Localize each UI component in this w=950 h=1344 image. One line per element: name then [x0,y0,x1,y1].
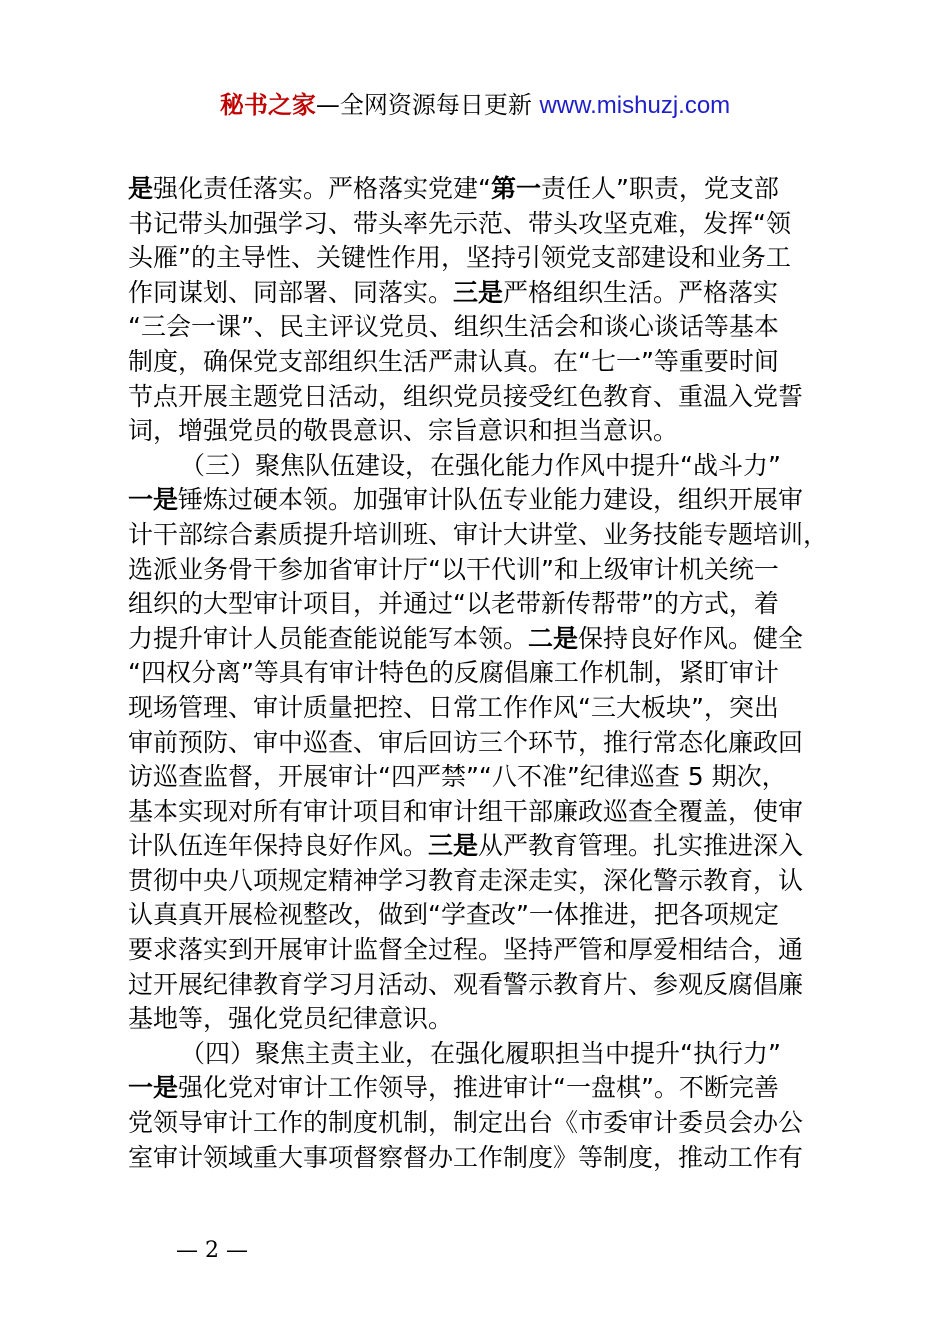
text-segment: 严格组织生活。严格落实 [503,277,779,307]
body-text-line [128,864,843,899]
text-segment: 力提升审计人员能查能说能写本领。 [128,623,529,653]
body-text-line [128,483,843,518]
site-banner [0,88,950,123]
body-text-line [128,276,843,311]
emphasis-text: 一是 [128,1073,179,1103]
body-text-line [128,795,843,830]
body-text-line [128,1002,843,1037]
body-text-line [128,829,843,864]
body-text-line [128,380,843,415]
body-text-line [128,587,843,622]
body-text-line [128,172,843,207]
text-segment: 锤炼过硬本领。加强审计队伍专业能力建设，组织开展审 [178,485,804,515]
body-text-line [128,691,843,726]
text-segment: 基本实现对所有审计项目和审计组干部廉政巡查全覆盖，使审 [128,796,804,826]
text-segment: 访巡查监督，开展审计“四严禁”“八不准”纪律巡查 5 期次， [128,762,787,792]
body-text-line [128,968,843,1003]
text-segment: 现场管理、审计质量把控、日常工作作风“三大板块”，突出 [128,692,779,722]
body-text-line [128,1141,843,1176]
body-text-line [128,1071,843,1106]
emphasis-text: 是 [128,174,154,203]
text-segment: （四）聚焦主责主业，在强化履职担当中提升“执行力” [180,1038,781,1068]
body-text-line [128,345,843,380]
banner-slogan: —全网资源每日更新 [315,91,540,119]
text-segment: 要求落实到开展审计监督全过程。坚持严管和厚爱相结合，通 [128,935,804,965]
text-segment: 从严教育管理。扎实推进深入 [478,831,804,861]
text-segment: 计队伍连年保持良好作风。 [128,831,429,861]
text-segment: 过开展纪律教育学习月活动、观看警示教育片、参观反腐倡廉 [128,969,804,999]
body-text-line [128,1106,843,1141]
body-text-line [128,933,843,968]
banner-url[interactable]: www.mishuzj.com [539,92,731,119]
text-segment: “四权分离”等具有审计特色的反腐倡廉工作机制，紧盯审计 [128,658,779,688]
body-text-line [128,760,843,795]
text-segment: 责任人”职责，党支部 [540,174,779,203]
text-segment: 贯彻中央八项规定精神学习教育走深走实，深化警示教育，认 [128,865,804,895]
text-segment: “三会一课”、民主评议党员、组织生活会和谈心谈话等基本 [128,312,779,342]
text-segment: 组织的大型审计项目，并通过“以老带新传帮带”的方式，着 [128,589,779,619]
body-text-line [128,553,843,588]
text-segment: 强化责任落实。严格落实党建“ [153,174,491,203]
body-text-line [128,656,843,691]
text-segment: 制度，确保党支部组织生活严肃认真。在“七一”等重要时间 [128,346,779,376]
emphasis-text: 一是 [128,485,179,515]
text-segment: 节点开展主题党日活动，组织党员接受红色教育、重温入党誓 [128,381,804,411]
text-segment: 基地等，强化党员纪律意识。 [128,1004,454,1034]
text-segment: 室审计领域重大事项督察督办工作制度》等制度，推动工作有 [128,1142,804,1172]
text-segment: 党领导审计工作的制度机制，制定出台《市委审计委员会办公 [128,1108,804,1138]
body-text-line [128,241,843,276]
page-number: — 2 — [176,1238,248,1263]
text-segment: （三）聚焦队伍建设，在强化能力作风中提升“战斗力” [180,450,781,480]
text-segment: 认真真开展检视整改，做到“学查改”一体推进，把各项规定 [128,900,779,930]
text-segment: 计干部综合素质提升培训班、审计大讲堂、业务技能专题培训， [128,519,829,549]
body-text-line [128,310,843,345]
text-segment: 保持良好作风。健全 [578,623,804,653]
section-heading-line [128,449,843,484]
section-heading-line [128,1037,843,1072]
body-text-line [128,207,843,242]
body-text-line [128,622,843,657]
body-text-line [128,726,843,761]
text-segment: 强化党对审计工作领导，推进审计“一盘棋”。不断完善 [178,1073,779,1103]
body-text-line [128,414,843,449]
text-segment: 书记带头加强学习、带头率先示范、带头攻坚克难，发挥“领 [128,208,791,238]
emphasis-text: 第一 [490,174,541,203]
emphasis-text: 三是 [428,831,479,861]
emphasis-text: 二是 [528,623,579,653]
text-segment: 选派业务骨干参加省审计厅“以干代训”和上级审计机关统一 [128,554,779,584]
text-segment: 审前预防、审中巡查、审后回访三个环节，推行常态化廉政回 [128,727,804,757]
emphasis-text: 三是 [453,277,504,307]
document-body [128,172,843,1175]
banner-brand: 秘书之家 [219,91,316,119]
text-segment: 头雁”的主导性、关键性作用，坚持引领党支部建设和业务工 [128,243,791,273]
text-segment: 词，增强党员的敬畏意识、宗旨意识和担当意识。 [128,416,679,446]
text-segment: 作同谋划、同部署、同落实。 [128,277,454,307]
body-text-line [128,518,843,553]
body-text-line [128,898,843,933]
